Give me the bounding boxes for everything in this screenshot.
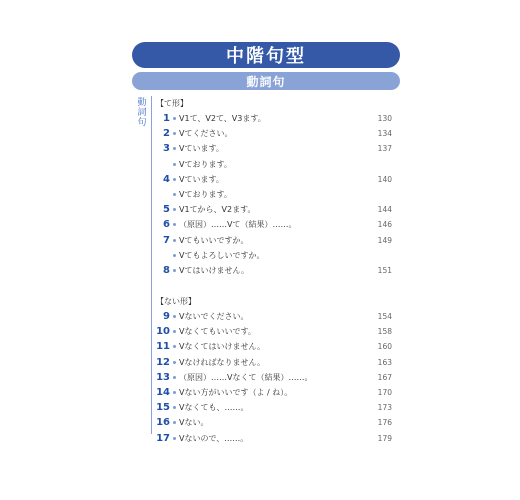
section-label: 【て形】 (156, 99, 188, 108)
entry-number: 7 (163, 234, 170, 246)
entry-page-number: 130 (377, 114, 392, 123)
entry-number: 3 (163, 143, 170, 155)
side-tab-label: 動詞句 (137, 98, 147, 128)
entry-number: 12 (156, 356, 170, 368)
entry-page-number: 134 (377, 129, 392, 139)
bullet-dot-icon (173, 421, 176, 424)
toc-entry[interactable] (156, 172, 396, 187)
bullet-dot-icon (173, 406, 176, 409)
toc-entry[interactable] (156, 309, 396, 324)
bullet-dot-icon (173, 254, 176, 257)
entry-text: Vなくてもいいです。 (179, 327, 256, 337)
bullet-dot-icon (173, 376, 176, 379)
bullet-dot-icon (173, 163, 176, 166)
bullet-dot-icon (173, 132, 176, 135)
entry-page-number: 167 (377, 372, 392, 382)
entry-number: 14 (156, 387, 170, 398)
entry-number: 17 (156, 432, 170, 444)
entry-text: Vています。 (179, 174, 224, 184)
toc-entry[interactable] (156, 126, 396, 141)
toc-entry[interactable] (156, 141, 396, 156)
entry-text: Vてもよろしいですか。 (179, 250, 265, 260)
entry-page-number: 151 (377, 265, 392, 275)
bullet-dot-icon (173, 437, 176, 440)
toc-entry[interactable] (156, 233, 396, 248)
toc-entry[interactable] (156, 263, 396, 278)
entry-number: 9 (163, 311, 170, 323)
entry-text: V1て、V2て、V3ます。 (179, 114, 266, 123)
entry-page-number: 137 (377, 144, 392, 154)
entry-number: 1 (163, 113, 170, 124)
entry-number: 11 (156, 341, 170, 353)
toc-entry[interactable] (156, 339, 396, 354)
entry-text: V1てから、V2ます。 (179, 205, 256, 215)
bullet-dot-icon (173, 178, 176, 181)
entry-text: Vなくても、……。 (179, 403, 249, 413)
toc-entry[interactable] (156, 111, 396, 126)
entry-text: Vなくてはいけません。 (179, 342, 265, 352)
table-of-contents (156, 97, 396, 446)
bullet-dot-icon (173, 269, 176, 272)
bullet-dot-icon (173, 345, 176, 348)
entry-text: （原因）……Vなくて（結果）……。 (179, 372, 313, 382)
bullet-dot-icon (173, 147, 176, 150)
bullet-dot-icon (173, 391, 176, 394)
entry-page-number: 144 (377, 205, 392, 215)
bullet-dot-icon (173, 193, 176, 196)
entry-number: 5 (163, 204, 170, 216)
entry-page-number: 176 (377, 418, 392, 428)
bullet-dot-icon (173, 208, 176, 211)
toc-entry[interactable] (156, 217, 396, 232)
toc-entry[interactable] (156, 187, 396, 202)
toc-entry[interactable] (156, 431, 396, 446)
entry-text: Vてもいいですか。 (179, 235, 249, 245)
entry-page-number: 160 (377, 342, 392, 352)
section-label: 【ない形】 (156, 297, 196, 307)
entry-number: 4 (163, 173, 170, 185)
entry-page-number: 163 (377, 357, 392, 367)
bullet-dot-icon (173, 315, 176, 318)
entry-page-number: 140 (377, 174, 392, 184)
toc-entry[interactable] (156, 202, 396, 217)
entry-text: Vてください。 (179, 129, 233, 139)
entry-number: 2 (163, 128, 170, 140)
toc-entry[interactable] (156, 400, 396, 415)
entry-text: Vなければなりません。 (179, 357, 265, 367)
entry-number: 10 (156, 326, 170, 338)
toc-entry[interactable] (156, 385, 396, 400)
entry-page-number: 146 (377, 220, 392, 230)
entry-number: 8 (163, 264, 170, 276)
entry-page-number: 170 (377, 388, 392, 397)
toc-entry[interactable] (156, 324, 396, 339)
entry-page-number: 173 (377, 403, 392, 413)
toc-entry[interactable] (156, 355, 396, 370)
bullet-dot-icon (173, 117, 176, 120)
bullet-dot-icon (173, 330, 176, 333)
entry-page-number: 158 (377, 327, 392, 337)
entry-number: 15 (156, 402, 170, 414)
toc-entry[interactable] (156, 157, 396, 172)
entry-number: 6 (163, 219, 170, 231)
entry-page-number: 179 (377, 433, 392, 443)
entry-text: Vてはいけません。 (179, 265, 249, 275)
entry-text: Vています。 (179, 144, 224, 154)
entry-text: Vております。 (179, 189, 232, 199)
entry-text: Vない方がいいです（よ / ね）。 (179, 388, 293, 397)
entry-text: Vております。 (179, 159, 232, 169)
entry-page-number: 154 (377, 312, 392, 322)
page-title: 中階句型 (132, 42, 400, 68)
toc-entry[interactable] (156, 370, 396, 385)
toc-entry[interactable] (156, 248, 396, 263)
entry-number: 16 (156, 417, 170, 429)
toc-entry[interactable] (156, 415, 396, 430)
section-gap (156, 278, 396, 295)
bullet-dot-icon (173, 223, 176, 226)
entry-text: （原因）……Vて（結果）……。 (179, 220, 297, 230)
section-subtitle: 動詞句 (132, 72, 400, 90)
side-divider (151, 96, 152, 434)
entry-text: Vないでください。 (179, 312, 249, 322)
entry-text: Vない。 (179, 418, 209, 428)
bullet-dot-icon (173, 361, 176, 364)
bullet-dot-icon (173, 239, 176, 242)
entry-number: 13 (156, 371, 170, 383)
entry-page-number: 149 (377, 235, 392, 245)
entry-text: Vないので、……。 (179, 433, 249, 443)
